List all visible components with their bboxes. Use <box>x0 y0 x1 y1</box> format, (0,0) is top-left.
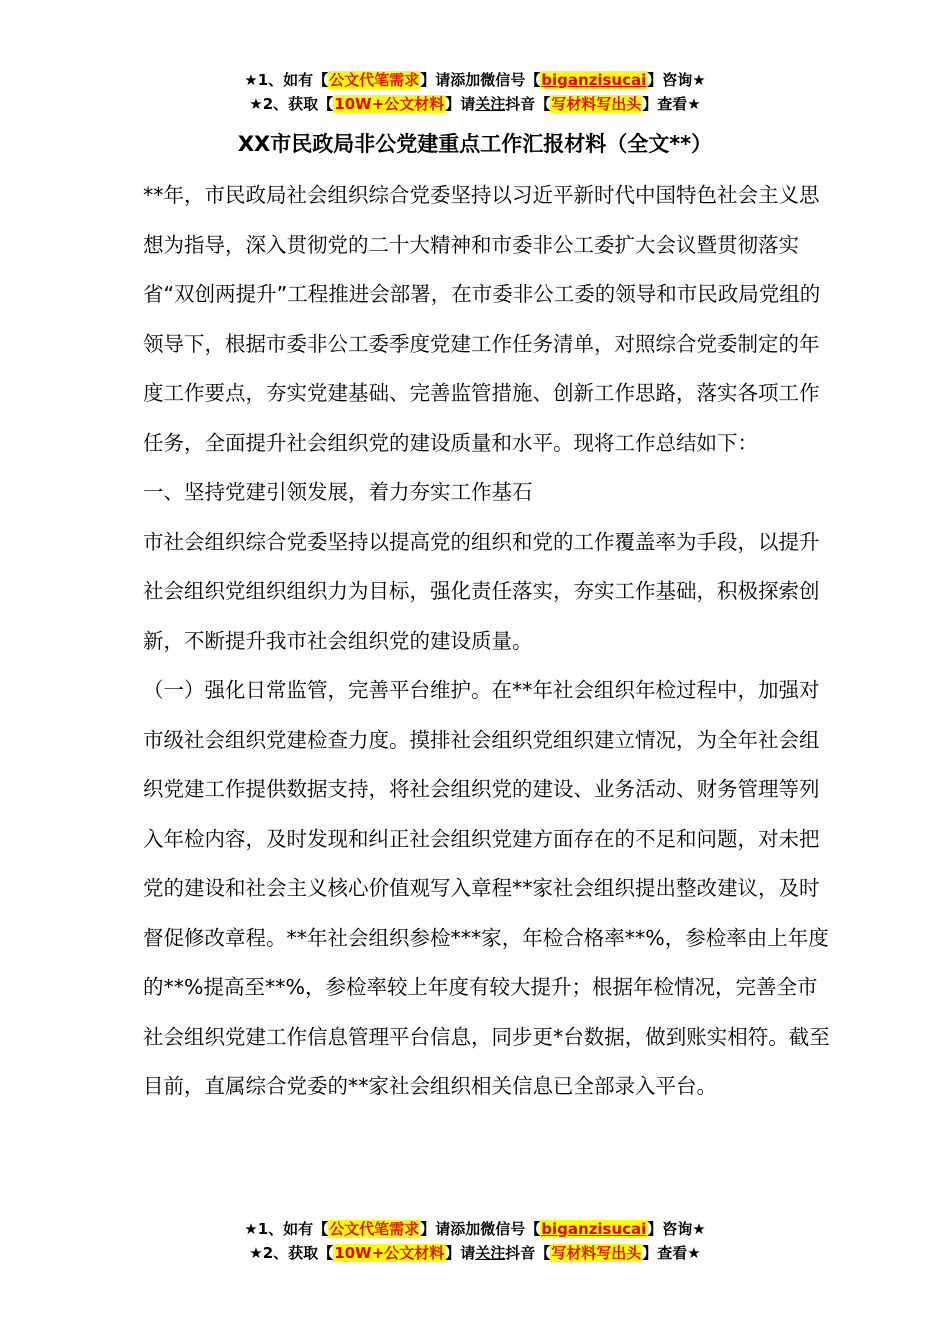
promo-line-1-highlight-wechat: biganzisucai <box>541 71 647 89</box>
promo-footer-line-2-mid-b: 抖音【 <box>505 1244 551 1262</box>
promo-line-1-mid: 】请添加微信号【 <box>420 71 541 89</box>
promo-footer-line-2 <box>0 1241 950 1265</box>
promo-footer-line-2-mid-underline: 关注 <box>475 1244 506 1262</box>
promo-line-1-prefix: ★1、如有【 <box>244 71 329 89</box>
document-body <box>143 171 833 1112</box>
promo-footer-line-1-suffix: 】咨询★ <box>647 1220 706 1238</box>
promo-footer-line-1-highlight-wechat: biganzisucai <box>541 1220 647 1238</box>
promo-footer-line-1-prefix: ★1、如有【 <box>244 1220 329 1238</box>
promo-line-2-highlight-douyin: 写材料写出头 <box>551 95 642 113</box>
promo-line-2-mid-b: 抖音【 <box>505 95 551 113</box>
section-heading-1: 一、坚持党建引领发展，着力夯实工作基石 <box>143 480 533 504</box>
promo-footer-line-2-suffix: 】查看★ <box>642 1244 701 1262</box>
document-title: XX市民政局非公党建重点工作汇报材料（全文**） <box>237 132 713 156</box>
promo-footer <box>0 1217 950 1265</box>
promo-footer-line-1-highlight-service: 公文代笔需求 <box>329 1220 420 1238</box>
promo-line-1-suffix: 】咨询★ <box>647 71 706 89</box>
promo-footer-line-2-mid-a: 】请 <box>445 1244 476 1262</box>
paragraph-subsection-1: （一）强化日常监管，完善平台维护。在**年社会组织年检过程中，加强对市级社会组织党建检查力度。摸排社会组织党组织建立情况，为全年社会组织党建工作提供数据支持，将社会组织党的建设、业务活动、财务管理等列入年检内容，及时发现和纠正社会组织党建方面存在的不足和问题，对未把党的建设和社会主义核心价值观写入章程**家社会组织提出整改建议，及时督促修改章程。**年社会组织参检***家，年检合格率**%，参检率由上年度的**%提高至**%，参检率较上年度有较大提升；根据年检情况，完善全市社会组织党建工作信息管理平台信息，同步更*台数据，做到账实相符。截至目前，直属综合党委的**家社会组织相关信息已全部录入平台。 <box>143 678 830 1098</box>
promo-line-2-highlight-materials: 10W+公文材料 <box>334 95 445 113</box>
paragraph-intro: **年，市民政局社会组织综合党委坚持以习近平新时代中国特色社会主义思想为指导，深入贯彻党的二十大精神和市委非公工委扩大会议暨贯彻落实省“双创两提升”工程推进会部署，在市委非公工委的领导和市民政局党组的领导下，根据市委非公工委季度党建工作任务清单，对照综合党委制定的年度工作要点，夯实党建基础、完善监管措施、创新工作思路，落实各项工作任务，全面提升社会组织党的建设质量和水平。现将工作总结如下： <box>143 183 821 455</box>
promo-line-2-mid-a: 】请 <box>445 95 476 113</box>
promo-footer-line-1 <box>0 1217 950 1241</box>
promo-line-1 <box>0 68 950 92</box>
promo-footer-line-2-prefix: ★2、获取【 <box>249 1244 334 1262</box>
promo-line-2-prefix: ★2、获取【 <box>249 95 334 113</box>
promo-footer-line-2-highlight-materials: 10W+公文材料 <box>334 1244 445 1262</box>
promo-line-2-suffix: 】查看★ <box>642 95 701 113</box>
promo-footer-line-2-highlight-douyin: 写材料写出头 <box>551 1244 642 1262</box>
promo-line-2 <box>0 92 950 116</box>
promo-footer-line-1-mid: 】请添加微信号【 <box>420 1220 541 1238</box>
paragraph-section-1: 市社会组织综合党委坚持以提高党的组织和党的工作覆盖率为手段，以提升社会组织党组织组织力为目标，强化责任落实，夯实工作基础，积极探索创新，不断提升我市社会组织党的建设质量。 <box>143 529 820 653</box>
promo-line-2-mid-underline: 关注 <box>475 95 506 113</box>
promo-line-1-highlight-service: 公文代笔需求 <box>329 71 420 89</box>
promo-header <box>0 68 950 116</box>
